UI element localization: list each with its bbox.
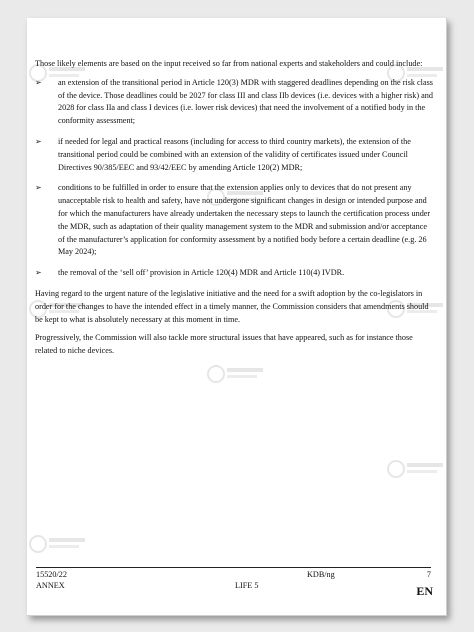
page-number: 7 [426,570,431,579]
language-code: EN [416,584,433,598]
annex-label: ANNEX [36,581,65,590]
list-item [35,182,435,259]
list-item-text: the removal of the ‘sell off’ provision in Article 120(4) MDR and Article 110(4) IVDR. [58,268,345,278]
document-number: 15520/22 [36,570,67,579]
paragraph-urgency: Having regard to the urgent nature of the legislative initiative and the need for a swift adoption by the co-legislators in order for the changes to have the intended effect in a timely manner, the Commission considers that amendments should be kept to what is absolutely necessary at this moment in time. [35,288,429,324]
list-item-text: if needed for legal and practical reasons (including for access to third country markets), the extension of the transitional period could be combined with an extension of the validity of certificates issued under Council Directives 90/385/EEC and 93/42/EEC by amending Article 120(2) MDR; [58,136,411,172]
arrow-bullet-icon: ➢ [35,183,42,193]
list-item-text: an extension of the transitional period in Article 120(3) MDR with staggered deadlines depending on the risk class of the device. Those deadlines could be 2027 for class III and class IIb devices (i.e. devices with a higher risk) and 2028 for class IIa and class I devices (i.e. lower risk devices) that need the involvement of a notified body in the conformity assessment; [58,77,433,126]
list-item-text: conditions to be fulfilled in order to ensure that the extension applies only to devices that do not present any unacceptable risk to health and safety, have not undergone significant changes in design or intended purpose and for which the manufacturers have already undertaken the necessary steps to launch the certification process under the MDR, such as adaptation of their quality management system to the MDR and submission and/or acceptance of the manufacturer’s application for conformity assessment by a notified body before a certain deadline (e.g. 26 May 2024); [58,183,431,257]
list-item [35,136,435,174]
watermark-logo [207,363,265,385]
document-body [35,58,435,364]
arrow-bullet-icon: ➢ [35,136,42,146]
list-item [35,267,435,280]
page-footer [36,567,433,598]
watermark-logo [387,458,445,480]
arrow-bullet-icon: ➢ [35,77,42,87]
author-code: KDB/ng [307,570,335,579]
footer-row-2 [36,580,431,591]
paragraph-structural: Progressively, the Commission will also tackle more structural issues that have appeared, such as for instance those related to niche devices. [35,333,413,356]
watermark-logo [29,533,87,555]
footer-row-1 [36,569,431,580]
directorate-code: LIFE 5 [235,581,259,590]
arrow-bullet-icon: ➢ [35,268,42,278]
intro-paragraph: Those likely elements are based on the input received so far from national experts and stakeholders and could include: [35,59,423,68]
list-item [35,77,435,128]
document-page [27,18,447,616]
footer-divider [36,567,431,568]
